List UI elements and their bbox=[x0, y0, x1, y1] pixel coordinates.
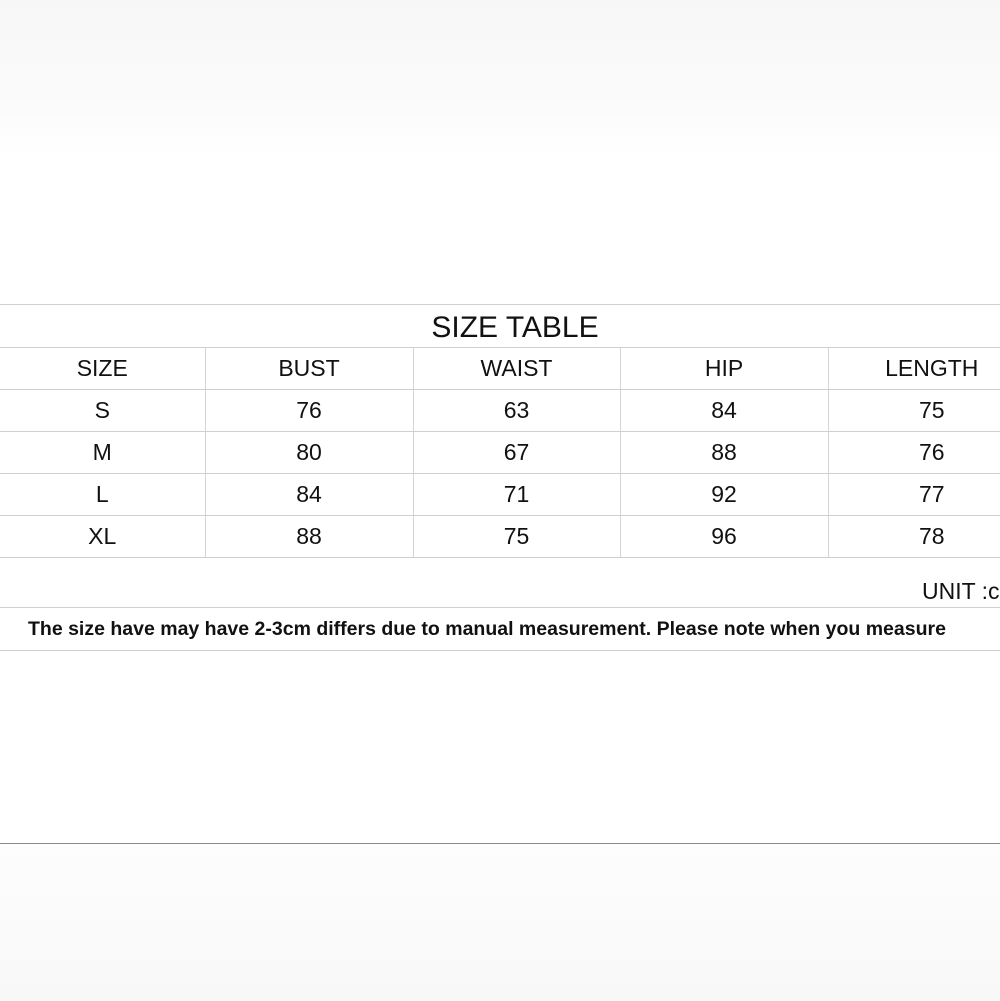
cell-size: L bbox=[0, 474, 205, 516]
measurement-note: The size have may have 2-3cm differs due to manual measurement. Please note when you measure bbox=[28, 618, 946, 640]
cell-hip: 96 bbox=[620, 516, 828, 558]
size-table-title: SIZE TABLE bbox=[431, 311, 599, 344]
header-length: LENGTH bbox=[828, 348, 1000, 390]
cell-waist: 75 bbox=[413, 516, 620, 558]
size-chart-sheet bbox=[0, 304, 1000, 652]
unit-label: UNIT :c bbox=[922, 578, 1000, 604]
cell-bust: 76 bbox=[205, 390, 413, 432]
note-top-rule bbox=[0, 607, 1000, 608]
cell-hip: 92 bbox=[620, 474, 828, 516]
cell-length: 76 bbox=[828, 432, 1000, 474]
cell-length: 78 bbox=[828, 516, 1000, 558]
note-bottom-rule bbox=[0, 650, 1000, 651]
header-size: SIZE bbox=[0, 348, 205, 390]
cell-bust: 88 bbox=[205, 516, 413, 558]
top-rule bbox=[0, 304, 1000, 305]
size-table bbox=[0, 347, 1000, 558]
bottom-background-band bbox=[0, 843, 1000, 1001]
table-row bbox=[0, 432, 1000, 474]
table-row bbox=[0, 516, 1000, 558]
header-waist: WAIST bbox=[413, 348, 620, 390]
header-hip: HIP bbox=[620, 348, 828, 390]
cell-waist: 67 bbox=[413, 432, 620, 474]
header-bust: BUST bbox=[205, 348, 413, 390]
cell-waist: 71 bbox=[413, 474, 620, 516]
cell-waist: 63 bbox=[413, 390, 620, 432]
cell-size: S bbox=[0, 390, 205, 432]
cell-length: 77 bbox=[828, 474, 1000, 516]
cell-bust: 84 bbox=[205, 474, 413, 516]
table-row bbox=[0, 474, 1000, 516]
cell-hip: 84 bbox=[620, 390, 828, 432]
cell-size: XL bbox=[0, 516, 205, 558]
header-row bbox=[0, 348, 1000, 390]
table-row bbox=[0, 390, 1000, 432]
cell-length: 75 bbox=[828, 390, 1000, 432]
cell-bust: 80 bbox=[205, 432, 413, 474]
cell-hip: 88 bbox=[620, 432, 828, 474]
top-background-band bbox=[0, 0, 1000, 158]
cell-size: M bbox=[0, 432, 205, 474]
